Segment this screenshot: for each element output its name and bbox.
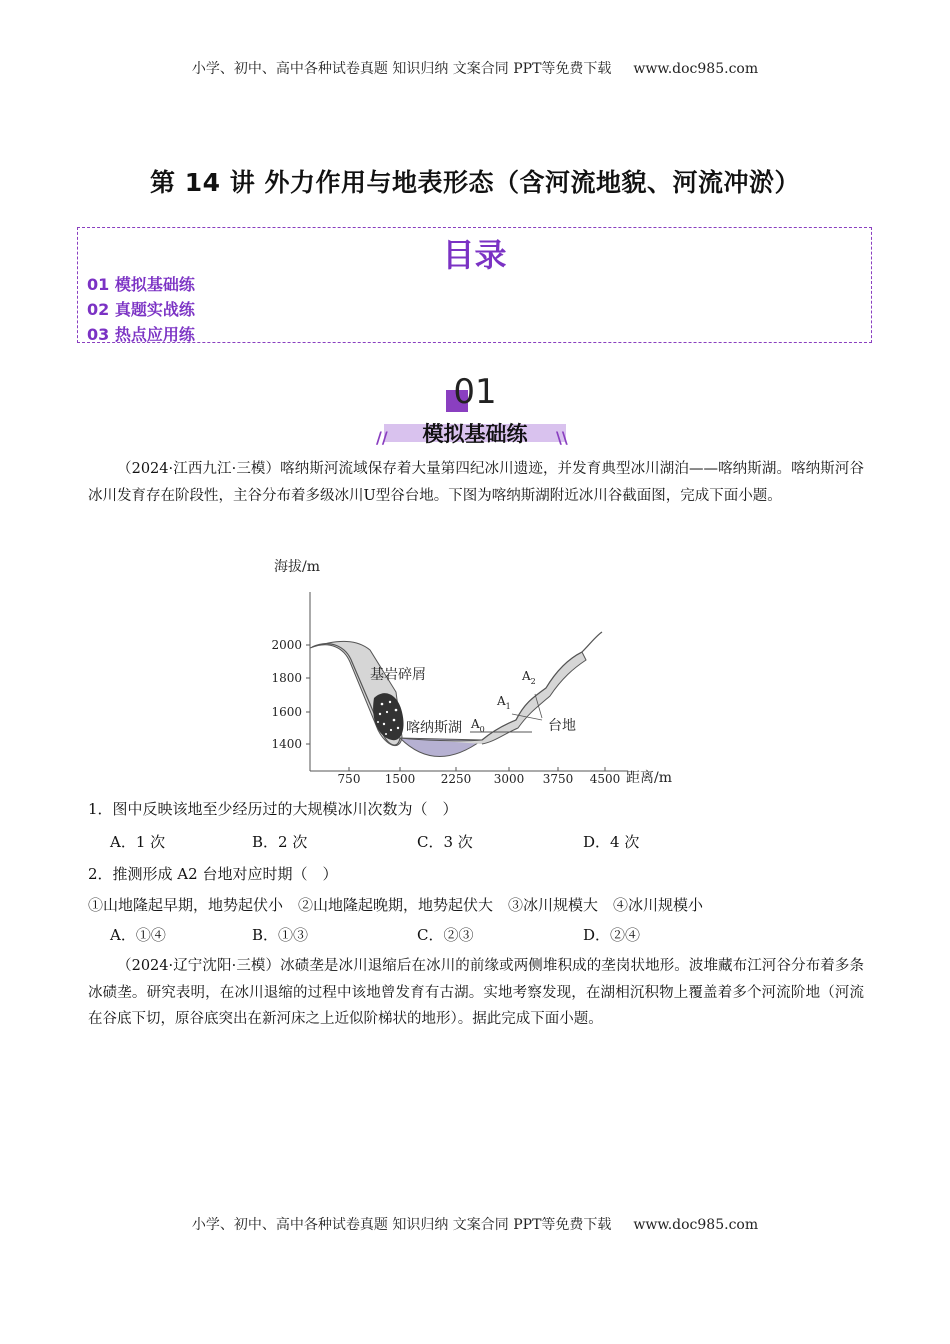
debris-label: 基岩碎屑 (370, 667, 426, 683)
page-title: 第 14 讲 外力作用与地表形态（含河流地貌、河流冲淤） (150, 168, 800, 197)
footer-text: 小学、初中、高中各种试卷真题 知识归纳 文案合同 PPT等免费下载 (191, 1217, 612, 1233)
section-number: 01 (453, 372, 497, 412)
x-tick-label: 3000 (493, 772, 525, 786)
passage-1: （2024·江西九江·三模）喀纳斯河流域保存着大量第四纪冰川遗迹，并发育典型冰川湖泊——喀纳斯湖。喀纳斯河谷冰川发育存在阶段性，主谷分布着多级冰川U型谷台地。下图为喀纳斯湖附近冰川谷截面图，完成下面小题。 (88, 461, 864, 504)
x-tick-label: 1500 (384, 772, 416, 786)
toc-item-2[interactable]: 02 真题实战练 (87, 300, 195, 319)
footer-url[interactable]: www.doc985.com (633, 1217, 759, 1233)
header-text: 小学、初中、高中各种试卷真题 知识归纳 文案合同 PPT等免费下载 (191, 61, 612, 77)
y-tick-label: 2000 (271, 638, 302, 652)
toc-item-3[interactable]: 03 热点应用练 (87, 325, 195, 344)
y-tick-label: 1800 (271, 671, 302, 685)
x-tick-label: 750 (337, 772, 361, 786)
toc-item-1[interactable]: 01 模拟基础练 (87, 275, 195, 294)
q1-option-d[interactable]: D．4 次 (583, 833, 640, 851)
valley-profile-right (482, 632, 602, 740)
x-tick-label: 2250 (440, 772, 472, 786)
page-footer (0, 1214, 950, 1234)
a0-label: $A_0$ (471, 717, 485, 734)
x-axis-label: 距离/m (626, 770, 672, 786)
glacier-valley-cross-section (260, 552, 690, 792)
toc-heading: 目录 (442, 236, 507, 274)
y-tick-label: 1400 (271, 737, 302, 751)
header-url[interactable]: www.doc985.com (633, 61, 759, 77)
table-of-contents (77, 227, 872, 343)
x-tick-label: 4500 (589, 772, 621, 786)
bedrock-debris (373, 693, 403, 740)
a1-label: $A_1$ (497, 694, 511, 711)
q1-option-c[interactable]: C．3 次 (417, 833, 473, 851)
question-2-stem: 2．推测形成 A2 台地对应时期（ ） (88, 865, 338, 883)
x-tick-label: 3750 (542, 772, 574, 786)
question-2-choices: ①山地隆起早期，地势起伏小 ②山地隆起晚期，地势起伏大 ③冰川规模大 ④冰川规模小 (88, 896, 704, 914)
q1-option-a[interactable]: A．1 次 (110, 833, 166, 851)
y-axis-label: 海拔/m (274, 559, 320, 575)
section-title: 模拟基础练 (422, 422, 528, 446)
lake-label: 喀纳斯湖 (406, 720, 462, 736)
q2-option-a[interactable]: A．①④ (110, 926, 166, 944)
page-header (0, 58, 950, 78)
left-slash-decoration: // (376, 428, 388, 447)
q1-option-b[interactable]: B．2 次 (252, 833, 308, 851)
q2-option-b[interactable]: B．①③ (252, 926, 309, 944)
question-1-stem: 1．图中反映该地至少经历过的大规模冰川次数为（ ） (88, 800, 458, 818)
terrace-label: 台地 (548, 718, 576, 734)
q2-option-c[interactable]: C．②③ (417, 926, 474, 944)
right-slash-decoration: \\ (556, 428, 568, 447)
a2-label: $A_2$ (522, 669, 536, 686)
passage-2: （2024·辽宁沈阳·三模）冰碛垄是冰川退缩后在冰川的前缘或两侧堆积成的垄岗状地形。波堆藏布江河谷分布着多条冰碛垄。研究表明，在冰川退缩的过程中该地曾发育有古湖。实地考察发现，在湖相沉积物上覆盖着多个河流阶地（河流在谷底下切，原谷底突出在新河床之上近似阶梯状的地形）。据此完成下面小题。 (88, 958, 864, 1027)
y-tick-label: 1600 (271, 705, 302, 719)
q2-option-d[interactable]: D．②④ (583, 926, 641, 944)
